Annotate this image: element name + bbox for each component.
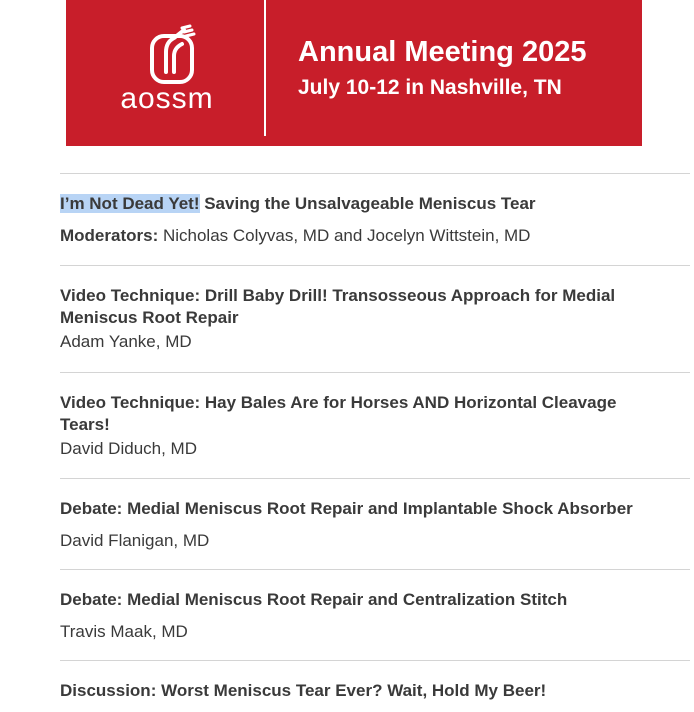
banner-title: Annual Meeting 2025 <box>298 36 587 68</box>
moderators-label: Moderators: <box>60 226 159 245</box>
session-speaker: David Flanigan, MD <box>60 531 210 550</box>
session-title: Debate: Medial Meniscus Root Repair and Implantable Shock Absorber <box>60 499 633 518</box>
session-item <box>60 479 690 569</box>
session-item <box>60 266 690 372</box>
session-speaker: Travis Maak, MD <box>60 622 188 641</box>
session-speaker: Adam Yanke, MD <box>60 332 192 351</box>
aossm-logo-text: aossm <box>120 82 214 115</box>
session-list <box>60 173 690 702</box>
session-item <box>60 174 690 265</box>
session-title-line: Video Technique: Drill Baby Drill! Transosseous Approach for Medial <box>60 286 616 305</box>
session-item <box>60 373 690 478</box>
banner-subtitle: July 10-12 in Nashville, TN <box>298 76 562 99</box>
session-title: I’m Not Dead Yet! Saving the Unsalvageable Meniscus Tear <box>60 194 536 213</box>
session-title-line: Video Technique: Hay Bales Are for Horses AND Horizontal Cleavage <box>60 393 617 412</box>
session-item <box>60 661 690 702</box>
session-title-line: Meniscus Root Repair <box>60 308 239 327</box>
aossm-logo-icon <box>144 24 200 86</box>
session-speaker: David Diduch, MD <box>60 439 197 458</box>
session-item <box>60 570 690 660</box>
event-banner <box>66 0 642 146</box>
session-title: Debate: Medial Meniscus Root Repair and Centralization Stitch <box>60 590 568 609</box>
session-moderators: Moderators: Nicholas Colyvas, MD and Jocelyn Wittstein, MD <box>60 226 531 245</box>
selected-text[interactable]: I’m Not Dead Yet! <box>60 194 200 213</box>
banner-divider <box>264 0 266 136</box>
session-title: Discussion: Worst Meniscus Tear Ever? Wait, Hold My Beer! <box>60 681 547 700</box>
session-title-line: Tears! <box>60 415 110 434</box>
